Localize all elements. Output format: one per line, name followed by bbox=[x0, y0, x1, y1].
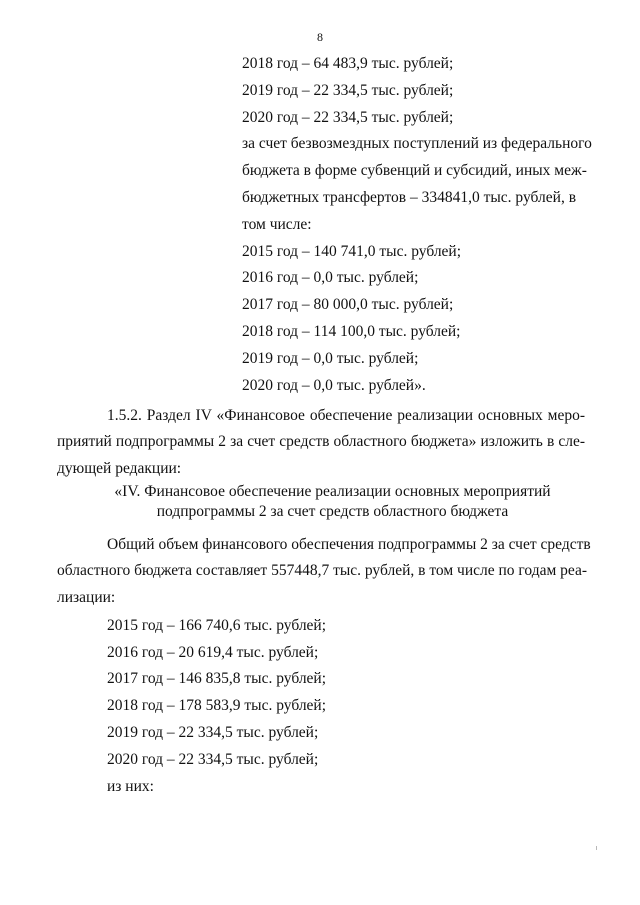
year-line: 2020 год – 22 334,5 тыс. рублей; bbox=[107, 751, 319, 768]
section-heading: «IV. Финансовое обеспечение реализации основных мероприятий bbox=[114, 483, 551, 500]
funding-line: 2015 год – 140 741,0 тыс. рублей; bbox=[242, 243, 462, 260]
scan-speck bbox=[596, 846, 597, 850]
funding-text: бюджетных трансфертов – 334841,0 тыс. рублей, в bbox=[242, 189, 577, 206]
funding-line: 2020 год – 22 334,5 тыс. рублей; bbox=[242, 109, 454, 126]
funding-line: 2017 год – 80 000,0 тыс. рублей; bbox=[242, 296, 454, 313]
closing-text: из них: bbox=[107, 778, 154, 795]
funding-line: 2020 год – 0,0 тыс. рублей». bbox=[242, 377, 426, 394]
section-paragraph-line: 1.5.2. Раздел IV «Финансовое обеспечение реализации основных меро- bbox=[107, 407, 585, 424]
funding-text: том числе: bbox=[242, 216, 312, 233]
section-heading: подпрограммы 2 за счет средств областного бюджета bbox=[156, 503, 509, 520]
funding-text: бюджета в форме субвенций и субсидий, иных меж- bbox=[242, 162, 587, 179]
funding-line: 2018 год – 114 100,0 тыс. рублей; bbox=[242, 323, 461, 340]
funding-line: 2016 год – 0,0 тыс. рублей; bbox=[242, 269, 419, 286]
year-line: 2018 год – 178 583,9 тыс. рублей; bbox=[107, 697, 327, 714]
section-paragraph-line: приятий подпрограммы 2 за счет средств областного бюджета» изложить в сле- bbox=[57, 433, 585, 450]
page-number: 8 bbox=[317, 30, 323, 44]
funding-line: 2018 год – 64 483,9 тыс. рублей; bbox=[242, 55, 454, 72]
total-paragraph-line: лизации: bbox=[57, 589, 116, 606]
funding-text: за счет безвозмездных поступлений из федерального bbox=[242, 135, 592, 152]
total-paragraph-line: областного бюджета составляет 557448,7 тыс. рублей, в том числе по годам реа- bbox=[57, 562, 588, 579]
year-line: 2017 год – 146 835,8 тыс. рублей; bbox=[107, 670, 327, 687]
year-line: 2019 год – 22 334,5 тыс. рублей; bbox=[107, 724, 319, 741]
year-line: 2015 год – 166 740,6 тыс. рублей; bbox=[107, 617, 327, 634]
year-line: 2016 год – 20 619,4 тыс. рублей; bbox=[107, 644, 319, 661]
total-paragraph-line: Общий объем финансового обеспечения подпрограммы 2 за счет средств bbox=[107, 536, 591, 553]
funding-line: 2019 год – 0,0 тыс. рублей; bbox=[242, 350, 419, 367]
funding-line: 2019 год – 22 334,5 тыс. рублей; bbox=[242, 82, 454, 99]
section-paragraph-line: дующей редакции: bbox=[57, 460, 182, 477]
